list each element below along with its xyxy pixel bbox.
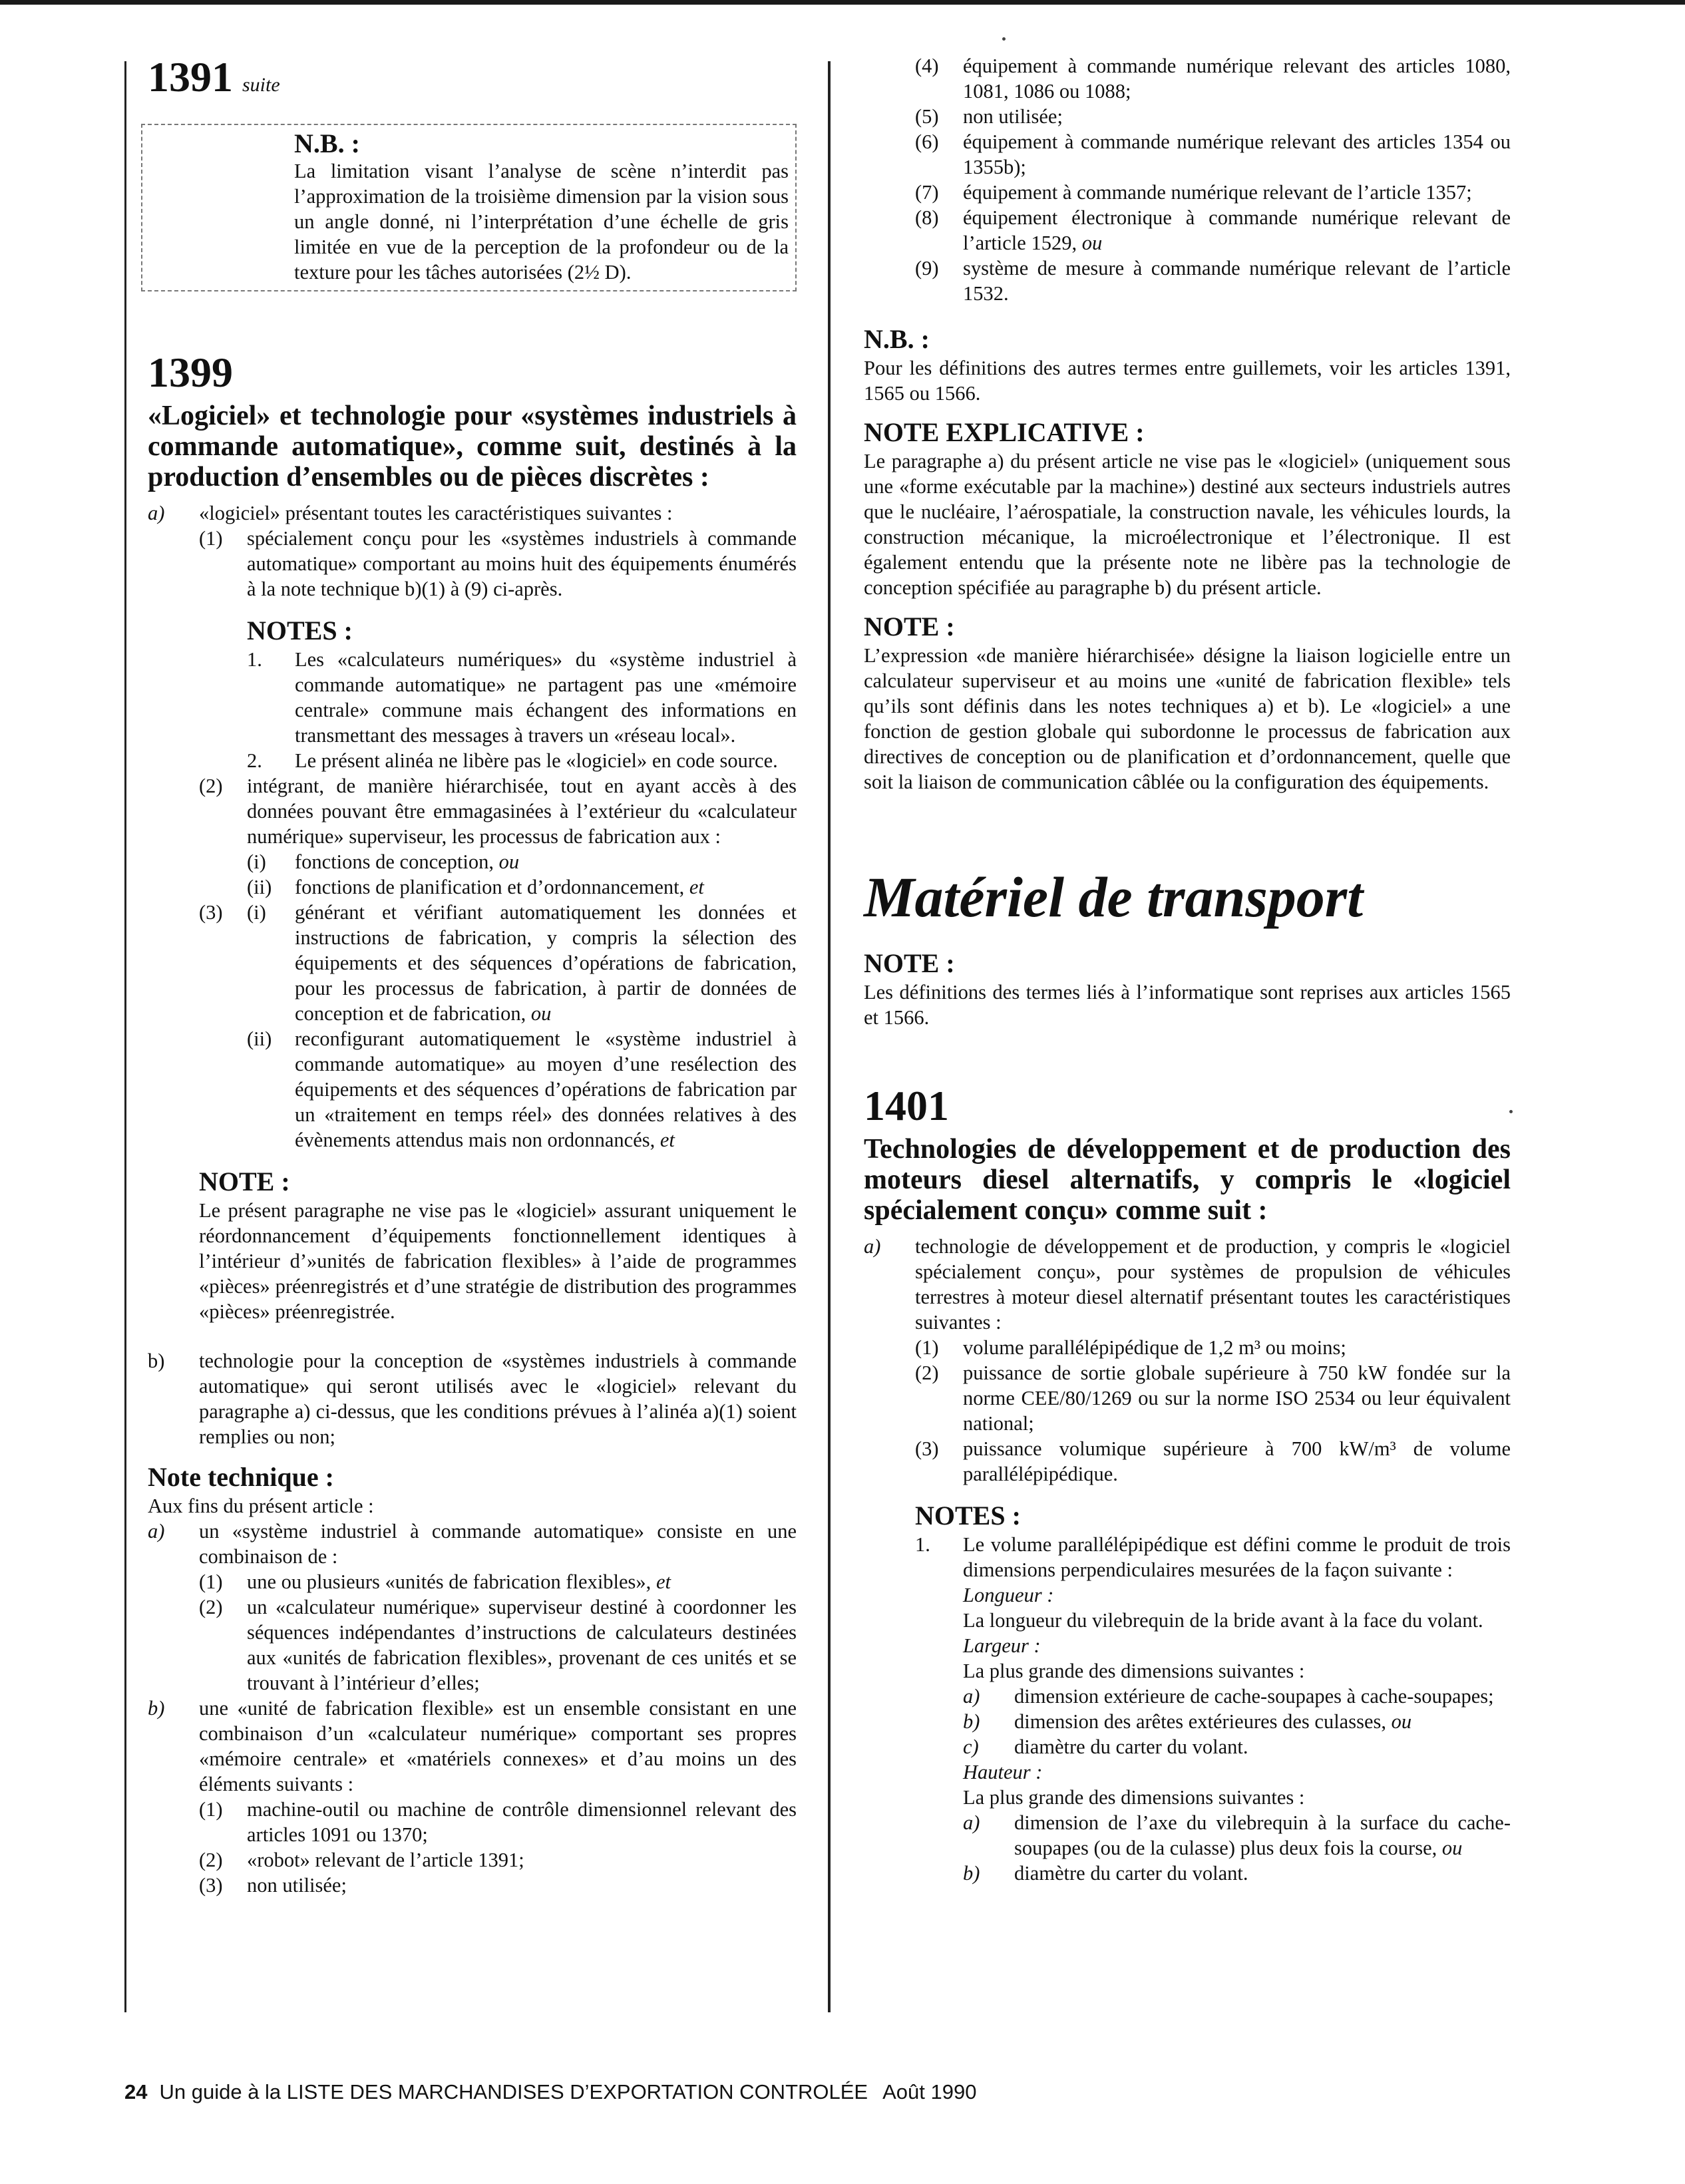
tech-item-b3 xyxy=(148,1873,797,1898)
note-heading: NOTE : xyxy=(864,612,955,641)
item-text: technologie de développement et de production, y compris le «logiciel spécialement conçu», pour systèmes de propulsion de véhicules terrestres à moteur diesel alternatif présentant toutes les caractéristiques suivantes : xyxy=(915,1235,1511,1334)
item-text: puissance de sortie globale supérieure à 750 kW fondée sur la norme CEE/80/1269 ou sur la norme ISO 2534 ou leur équivalent national; xyxy=(963,1362,1511,1435)
item-b xyxy=(148,1348,797,1449)
note-explicative-heading: NOTE EXPLICATIVE : xyxy=(864,417,1145,447)
nb-heading: N.B. : xyxy=(294,128,360,158)
item-text: équipement à commande numérique relevant de l’article 1357; xyxy=(963,181,1472,204)
item-text: non utilisée; xyxy=(963,105,1063,128)
item-label: (2) xyxy=(915,1362,939,1384)
item-a1 xyxy=(148,526,797,602)
item-a1 xyxy=(864,1335,1511,1360)
item-label: b) xyxy=(963,1862,980,1885)
note-text: Le présent paragraphe ne vise pas le «logiciel» assurant uniquement le réordonnancement d’équipements fonctionnellement identiques à l’intérieur d’»unités de fabrication flexibles» à l’aide de programmes «pièces» préenregistrés et d’une stratégie de distribution des programmes «pièces» préenregistrée. xyxy=(199,1199,797,1323)
item-label: (7) xyxy=(915,181,939,204)
technical-note-heading: Note technique : xyxy=(148,1462,334,1492)
item-label: (4) xyxy=(915,55,939,77)
article-1401-title: Technologies de développement et de production des moteurs diesel alternatifs, y compris le «logiciel spécialement conçu» comme suit : xyxy=(864,1134,1511,1226)
largeur-a xyxy=(864,1684,1511,1709)
largeur-label: Largeur : xyxy=(963,1634,1041,1657)
nb-heading: N.B. : xyxy=(864,324,930,354)
note-text: Les «calculateurs numériques» du «système industriel à commande automatique» ne partagent pas une «mémoire centrale» commune mais échangent des informations en transmettant des messages à travers un «réseau local». xyxy=(295,648,797,747)
item-text: fonctions de conception, xyxy=(295,850,494,873)
left-margin-rule xyxy=(124,61,126,2012)
item-label: a) xyxy=(963,1685,980,1708)
item-text: équipement à commande numérique relevant des articles 1354 ou 1355b); xyxy=(963,130,1511,178)
item-label: (i) xyxy=(247,850,266,873)
item-text: non utilisée; xyxy=(247,1874,347,1897)
notes-heading: NOTES : xyxy=(915,1501,1021,1531)
technical-note-intro: Aux fins du présent article : xyxy=(148,1495,374,1517)
hauteur-intro: La plus grande des dimensions suivantes : xyxy=(963,1786,1305,1809)
item-a3-ii xyxy=(148,1026,797,1153)
nb-text: Pour les définitions des autres termes entre guillemets, voir les articles 1391, 1565 ou 1566. xyxy=(864,357,1511,405)
longueur-label: Longueur : xyxy=(963,1584,1054,1606)
hauteur-a xyxy=(864,1810,1511,1861)
nb-text: La limitation visant l’analyse de scène n’interdit pas l’approximation de la troisième dimension par la vision sous un angle donné, ni l’interprétation d’une échelle de gris limitée en vue de la perception de la profondeur ou de la texture pour les tâches autorisées (2½ D). xyxy=(294,160,789,283)
note-text: Le présent alinéa ne libère pas le «logiciel» en code source. xyxy=(295,749,778,772)
item-label: (1) xyxy=(915,1336,939,1359)
note-explicative-text: Le paragraphe a) du présent article ne vise pas le «logiciel» (uniquement sous une «forme exécutable par la machine») destiné aux secteurs industriels autres que le nucléaire, l’aérospatiale, la construction navale, les véhicules lourds, la construction mécanique, la microélectronique et l’électronique. Il est également entendu que la présente note ne libère pas la technologie de conception spécifiée au paragraphe b) du présent article. xyxy=(864,450,1511,599)
item-label: (1) xyxy=(199,1798,223,1821)
tech-item-b xyxy=(148,1696,797,1797)
footer-title: Un guide à la LISTE DES MARCHANDISES D’EXPORTATION CONTROLÉE xyxy=(159,2080,868,2103)
page-footer xyxy=(124,2079,976,2105)
right-column xyxy=(864,53,1511,1886)
list-item xyxy=(915,205,1511,256)
article-1399-number: 1399 xyxy=(148,349,233,396)
item-text: volume parallélépipédique de 1,2 m³ ou moins; xyxy=(963,1336,1346,1359)
item-label: (2) xyxy=(199,1849,223,1871)
item-text: dimension de l’axe du vilebrequin à la surface du cache-soupapes (ou de la culasse) plus deux fois la course, xyxy=(1014,1811,1511,1859)
item-label: (3) xyxy=(199,901,223,924)
item-a2-i xyxy=(148,849,797,874)
tech-item-a xyxy=(148,1519,797,1569)
item-label: b) xyxy=(963,1710,980,1733)
continued-list xyxy=(864,53,1511,306)
suite-label: suite xyxy=(242,74,280,96)
item-text: «robot» relevant de l’article 1391; xyxy=(247,1849,524,1871)
tech-item-a1 xyxy=(148,1569,797,1594)
note-label: 2. xyxy=(247,749,262,772)
footer-date: Août 1990 xyxy=(882,2080,977,2103)
note-label: 1. xyxy=(247,648,262,671)
hauteur-b xyxy=(864,1861,1511,1886)
item-label: c) xyxy=(963,1735,979,1758)
item-text: technologie pour la conception de «systèmes industriels à commande automatique» qui seront utilisés avec le «logiciel» relevant du paragraphe a) ci-dessus, que les conditions prévues à l’alinéa a)(1) soient remplies ou non; xyxy=(199,1350,797,1448)
item-a xyxy=(864,1234,1511,1335)
list-item xyxy=(915,256,1511,306)
section-title: Matériel de transport xyxy=(864,865,1364,929)
item-label: (1) xyxy=(199,527,223,550)
article-1391-heading xyxy=(148,53,797,109)
item-label: b) xyxy=(148,1697,165,1720)
list-item xyxy=(915,129,1511,180)
notes-heading: NOTES : xyxy=(247,616,353,645)
item-label: (ii) xyxy=(247,876,272,898)
item-a3 xyxy=(864,1436,1511,1487)
item-label: (5) xyxy=(915,105,939,128)
item-text: reconfigurant automatiquement le «système industriel à commande automatique» au moyen d’une resélection des équipements et des séquences d’opérations de fabrication par un «traitement en temps réel» des données relatives à des évènements attendus mais non ordonnancés, xyxy=(295,1027,797,1151)
item-a xyxy=(148,500,797,526)
item-label: (ii) xyxy=(247,1027,272,1050)
hauteur-label: Hauteur : xyxy=(963,1761,1043,1783)
note-text: Le volume parallélépipédique est défini comme le produit de trois dimensions perpendiculaires mesurées de la façon suivante : xyxy=(963,1533,1511,1581)
item-label: (9) xyxy=(915,257,939,279)
list-item xyxy=(915,53,1511,104)
list-item xyxy=(915,104,1511,129)
item-text: machine-outil ou machine de contrôle dimensionnel relevant des articles 1091 ou 1370; xyxy=(247,1798,797,1846)
nb-box xyxy=(141,124,797,291)
item-text: un «système industriel à commande automatique» consiste en une combinaison de : xyxy=(199,1520,797,1568)
tech-item-a2 xyxy=(148,1594,797,1696)
item-text: fonctions de planification et d’ordonnancement, xyxy=(295,876,685,898)
item-text: dimension extérieure de cache-soupapes à cache-soupapes; xyxy=(1014,1685,1494,1708)
note-heading: NOTE : xyxy=(199,1167,290,1196)
item-text: spécialement conçu pour les «systèmes industriels à commande automatique» comportant au moins huit des équipements énumérés à la note technique b)(1) à (9) ci-après. xyxy=(247,527,797,600)
conjunction: et xyxy=(659,1129,675,1151)
item-a2 xyxy=(148,773,797,849)
item-text: équipement électronique à commande numérique relevant de l’article 1529, xyxy=(963,206,1511,254)
conjunction: ou xyxy=(1081,232,1103,254)
note-1 xyxy=(148,647,797,748)
item-text: une «unité de fabrication flexible» est un ensemble consistant en une combinaison d’un «calculateur numérique» comportant ses propres «mémoire centrale» et «matériels connexes» et d’au moins un des éléments suivants : xyxy=(199,1697,797,1795)
note-text: L’expression «de manière hiérarchisée» désigne la liaison logicielle entre un calculateur superviseur et au moins une «unité de fabrication flexible» tels qu’ils sont définis dans les notes techniques a) et b). Le «logiciel» a une fonction de gestion globale qui subordonne le processus de fabrication aux directives de conception ou de planification et d’ordonnancement, quelle que soit la liaison de communication câblée ou la configuration des équipements. xyxy=(864,644,1511,793)
largeur-c xyxy=(864,1734,1511,1759)
item-a3-i xyxy=(148,900,797,1026)
item-label: (6) xyxy=(915,130,939,153)
article-1399-title: «Logiciel» et technologie pour «systèmes industriels à commande automatique», comme suit, destinés à la production d’ensembles ou de pièces discrètes : xyxy=(148,401,797,492)
item-a2 xyxy=(864,1360,1511,1436)
item-text: puissance volumique supérieure à 700 kW/m³ de volume parallélépipédique. xyxy=(963,1437,1511,1485)
item-text: diamètre du carter du volant. xyxy=(1014,1862,1248,1885)
item-text: diamètre du carter du volant. xyxy=(1014,1735,1248,1758)
conjunction: ou xyxy=(530,1002,552,1025)
item-label: a) xyxy=(148,1520,165,1543)
conjunction: ou xyxy=(1441,1837,1463,1859)
item-text: «logiciel» présentant toutes les caractéristiques suivantes : xyxy=(199,502,673,524)
item-label: (8) xyxy=(915,206,939,229)
scan-speck xyxy=(1002,37,1006,41)
item-text: intégrant, de manière hiérarchisée, tout en ayant accès à des données pouvant être emmagasinées à l’extérieur du «calculateur numérique» superviseur, les processus de fabrication aux : xyxy=(247,775,797,848)
largeur-b xyxy=(864,1709,1511,1734)
tech-item-b2 xyxy=(148,1847,797,1873)
item-text: un «calculateur numérique» superviseur destiné à coordonner les séquences indépendantes d’instructions de calculateurs destinées aux «unités de fabrication flexibles», provenant de ces unités et se trouvant à l’intérieur d’elles; xyxy=(247,1596,797,1694)
item-label: a) xyxy=(963,1811,980,1834)
item-text: une ou plusieurs «unités de fabrication flexibles», xyxy=(247,1570,652,1593)
conjunction: ou xyxy=(498,850,520,873)
item-sublabel: (i) xyxy=(247,901,266,924)
item-text: dimension des arêtes extérieures des culasses, xyxy=(1014,1710,1386,1733)
conjunction: ou xyxy=(1391,1710,1412,1733)
note-heading: NOTE : xyxy=(864,948,955,978)
column-divider xyxy=(828,61,831,2012)
article-1401-number: 1401 xyxy=(864,1082,949,1129)
item-label: (2) xyxy=(199,775,223,797)
item-label: (3) xyxy=(915,1437,939,1460)
tech-item-b1 xyxy=(148,1797,797,1847)
item-text: équipement à commande numérique relevant des articles 1080, 1081, 1086 ou 1088; xyxy=(963,55,1511,102)
item-label: (3) xyxy=(199,1874,223,1897)
item-a2-ii xyxy=(148,874,797,900)
note-2 xyxy=(148,748,797,773)
largeur-intro: La plus grande des dimensions suivantes : xyxy=(963,1660,1305,1682)
item-label: (1) xyxy=(199,1570,223,1593)
left-column xyxy=(148,53,797,1898)
conjunction: et xyxy=(655,1570,671,1593)
item-label: a) xyxy=(148,502,165,524)
note-text: Les définitions des termes liés à l’informatique sont reprises aux articles 1565 et 1566. xyxy=(864,981,1511,1029)
page-number: 24 xyxy=(124,2080,148,2103)
item-text: système de mesure à commande numérique relevant de l’article 1532. xyxy=(963,257,1511,305)
item-text: générant et vérifiant automatiquement les données et instructions de fabrication, y compris la sélection des équipements et des séquences d’opérations de fabrication, pour les processus de fabrication, à partir de données de conception et de fabrication, xyxy=(295,901,797,1025)
list-item xyxy=(915,180,1511,205)
item-label: a) xyxy=(864,1235,881,1258)
item-label: (2) xyxy=(199,1596,223,1618)
conjunction: et xyxy=(689,876,704,898)
item-label: b) xyxy=(148,1350,165,1372)
note-1 xyxy=(864,1532,1511,1582)
article-number: 1391 xyxy=(148,53,233,100)
longueur-text: La longueur du vilebrequin de la bride avant à la face du volant. xyxy=(963,1609,1483,1632)
top-rule xyxy=(0,0,1685,5)
note-label: 1. xyxy=(915,1533,930,1556)
